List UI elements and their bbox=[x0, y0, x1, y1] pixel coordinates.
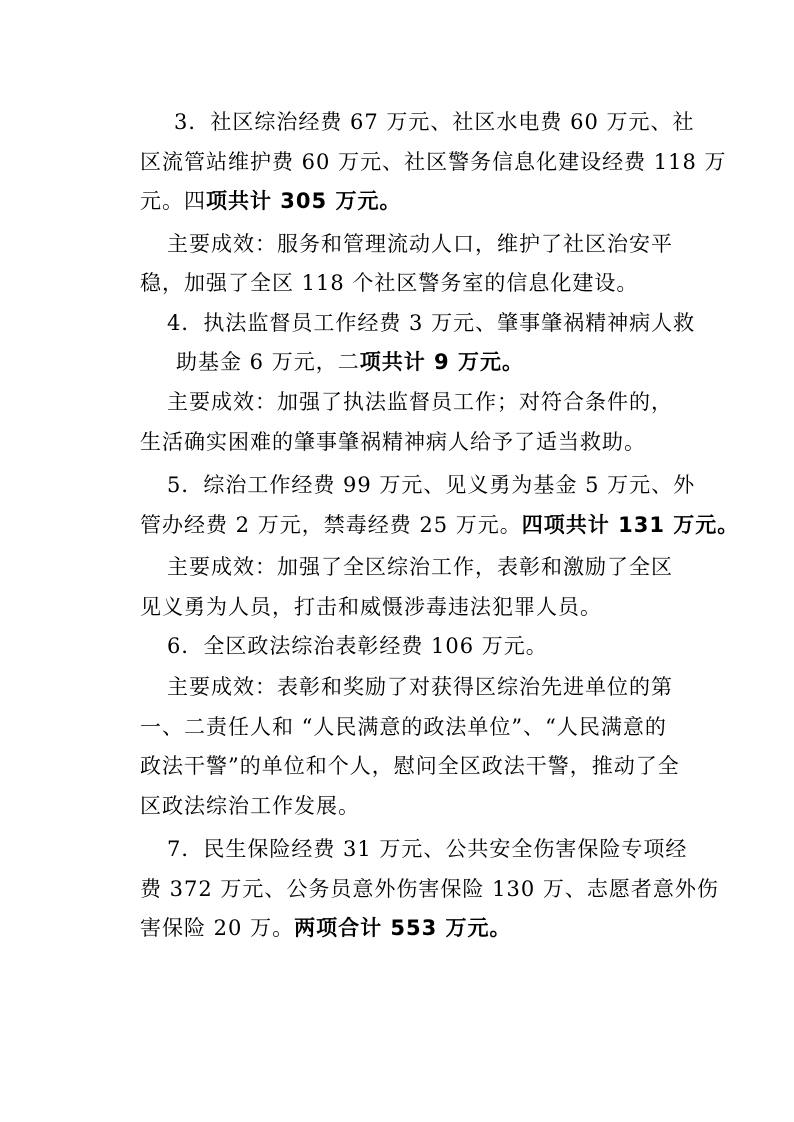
text-segment: 费 372 万元、公务员意外伤害保险 130 万、志愿者意外伤 bbox=[140, 877, 719, 901]
text-line bbox=[140, 268, 638, 298]
text-line bbox=[167, 470, 695, 500]
text-line bbox=[167, 308, 695, 338]
text-segment: 一、二责任人和 “人民满意的政法单位”、“人民满意的 bbox=[140, 715, 667, 739]
bold-total-text: 项共计 305 万元。 bbox=[206, 189, 402, 213]
text-segment: 主要成效：加强了执法监督员工作；对符合条件的， bbox=[167, 390, 673, 414]
text-line bbox=[167, 834, 687, 864]
text-segment: 区政法综治工作发展。 bbox=[140, 794, 360, 818]
text-segment: 管办经费 2 万元，禁毒经费 25 万元。 bbox=[140, 513, 522, 537]
text-segment: 生活确实困难的肇事肇祸精神病人给予了适当救助。 bbox=[140, 430, 646, 454]
text-segment: 元。四 bbox=[140, 189, 206, 213]
bold-total-text: 项共计 9 万元。 bbox=[359, 350, 524, 374]
text-segment: 稳，加强了全区 118 个社区警务室的信息化建设。 bbox=[140, 271, 639, 295]
text-line bbox=[140, 751, 680, 781]
text-line bbox=[140, 913, 512, 943]
text-line bbox=[140, 874, 719, 904]
text-segment: 区流管站维护费 60 万元、社区警务信息化建设经费 118 万 bbox=[140, 150, 727, 174]
text-segment: 7．民生保险经费 31 万元、公共安全伤害保险专项经 bbox=[167, 837, 688, 861]
text-segment: 主要成效：加强了全区综治工作，表彰和激励了全区 bbox=[167, 555, 673, 579]
text-segment: 害保险 20 万。 bbox=[140, 916, 295, 940]
text-segment: 政法干警”的单位和个人，慰问全区政法干警，推动了全 bbox=[140, 754, 680, 778]
text-line bbox=[167, 672, 673, 702]
text-line bbox=[140, 510, 739, 540]
text-line bbox=[167, 387, 673, 417]
text-segment: 5．综治工作经费 99 万元、见义勇为基金 5 万元、外 bbox=[167, 473, 696, 497]
text-line bbox=[140, 186, 401, 216]
text-line bbox=[176, 347, 524, 377]
text-segment: 助基金 6 万元，二 bbox=[176, 350, 360, 374]
text-segment: 主要成效：表彰和奖励了对获得区综治先进单位的第 bbox=[167, 675, 673, 699]
text-line bbox=[167, 552, 673, 582]
text-line bbox=[140, 791, 360, 821]
text-segment: 见义勇为人员，打击和威慑涉毒违法犯罪人员。 bbox=[140, 595, 602, 619]
text-line bbox=[140, 427, 646, 457]
text-segment: 6．全区政法综治表彰经费 106 万元。 bbox=[167, 634, 548, 658]
text-line bbox=[174, 107, 695, 137]
text-line bbox=[167, 631, 548, 661]
text-line bbox=[167, 229, 673, 259]
bold-total-text: 两项合计 553 万元。 bbox=[294, 916, 512, 940]
text-line bbox=[140, 592, 602, 622]
bold-total-text: 四项共计 131 万元。 bbox=[521, 513, 740, 537]
text-segment: 主要成效：服务和管理流动人口，维护了社区治安平 bbox=[167, 232, 673, 256]
text-segment: 3．社区综治经费 67 万元、社区水电费 60 万元、社 bbox=[174, 110, 695, 134]
text-line bbox=[140, 147, 727, 177]
text-line bbox=[140, 712, 667, 742]
text-segment: 4．执法监督员工作经费 3 万元、肇事肇祸精神病人救 bbox=[167, 311, 696, 335]
